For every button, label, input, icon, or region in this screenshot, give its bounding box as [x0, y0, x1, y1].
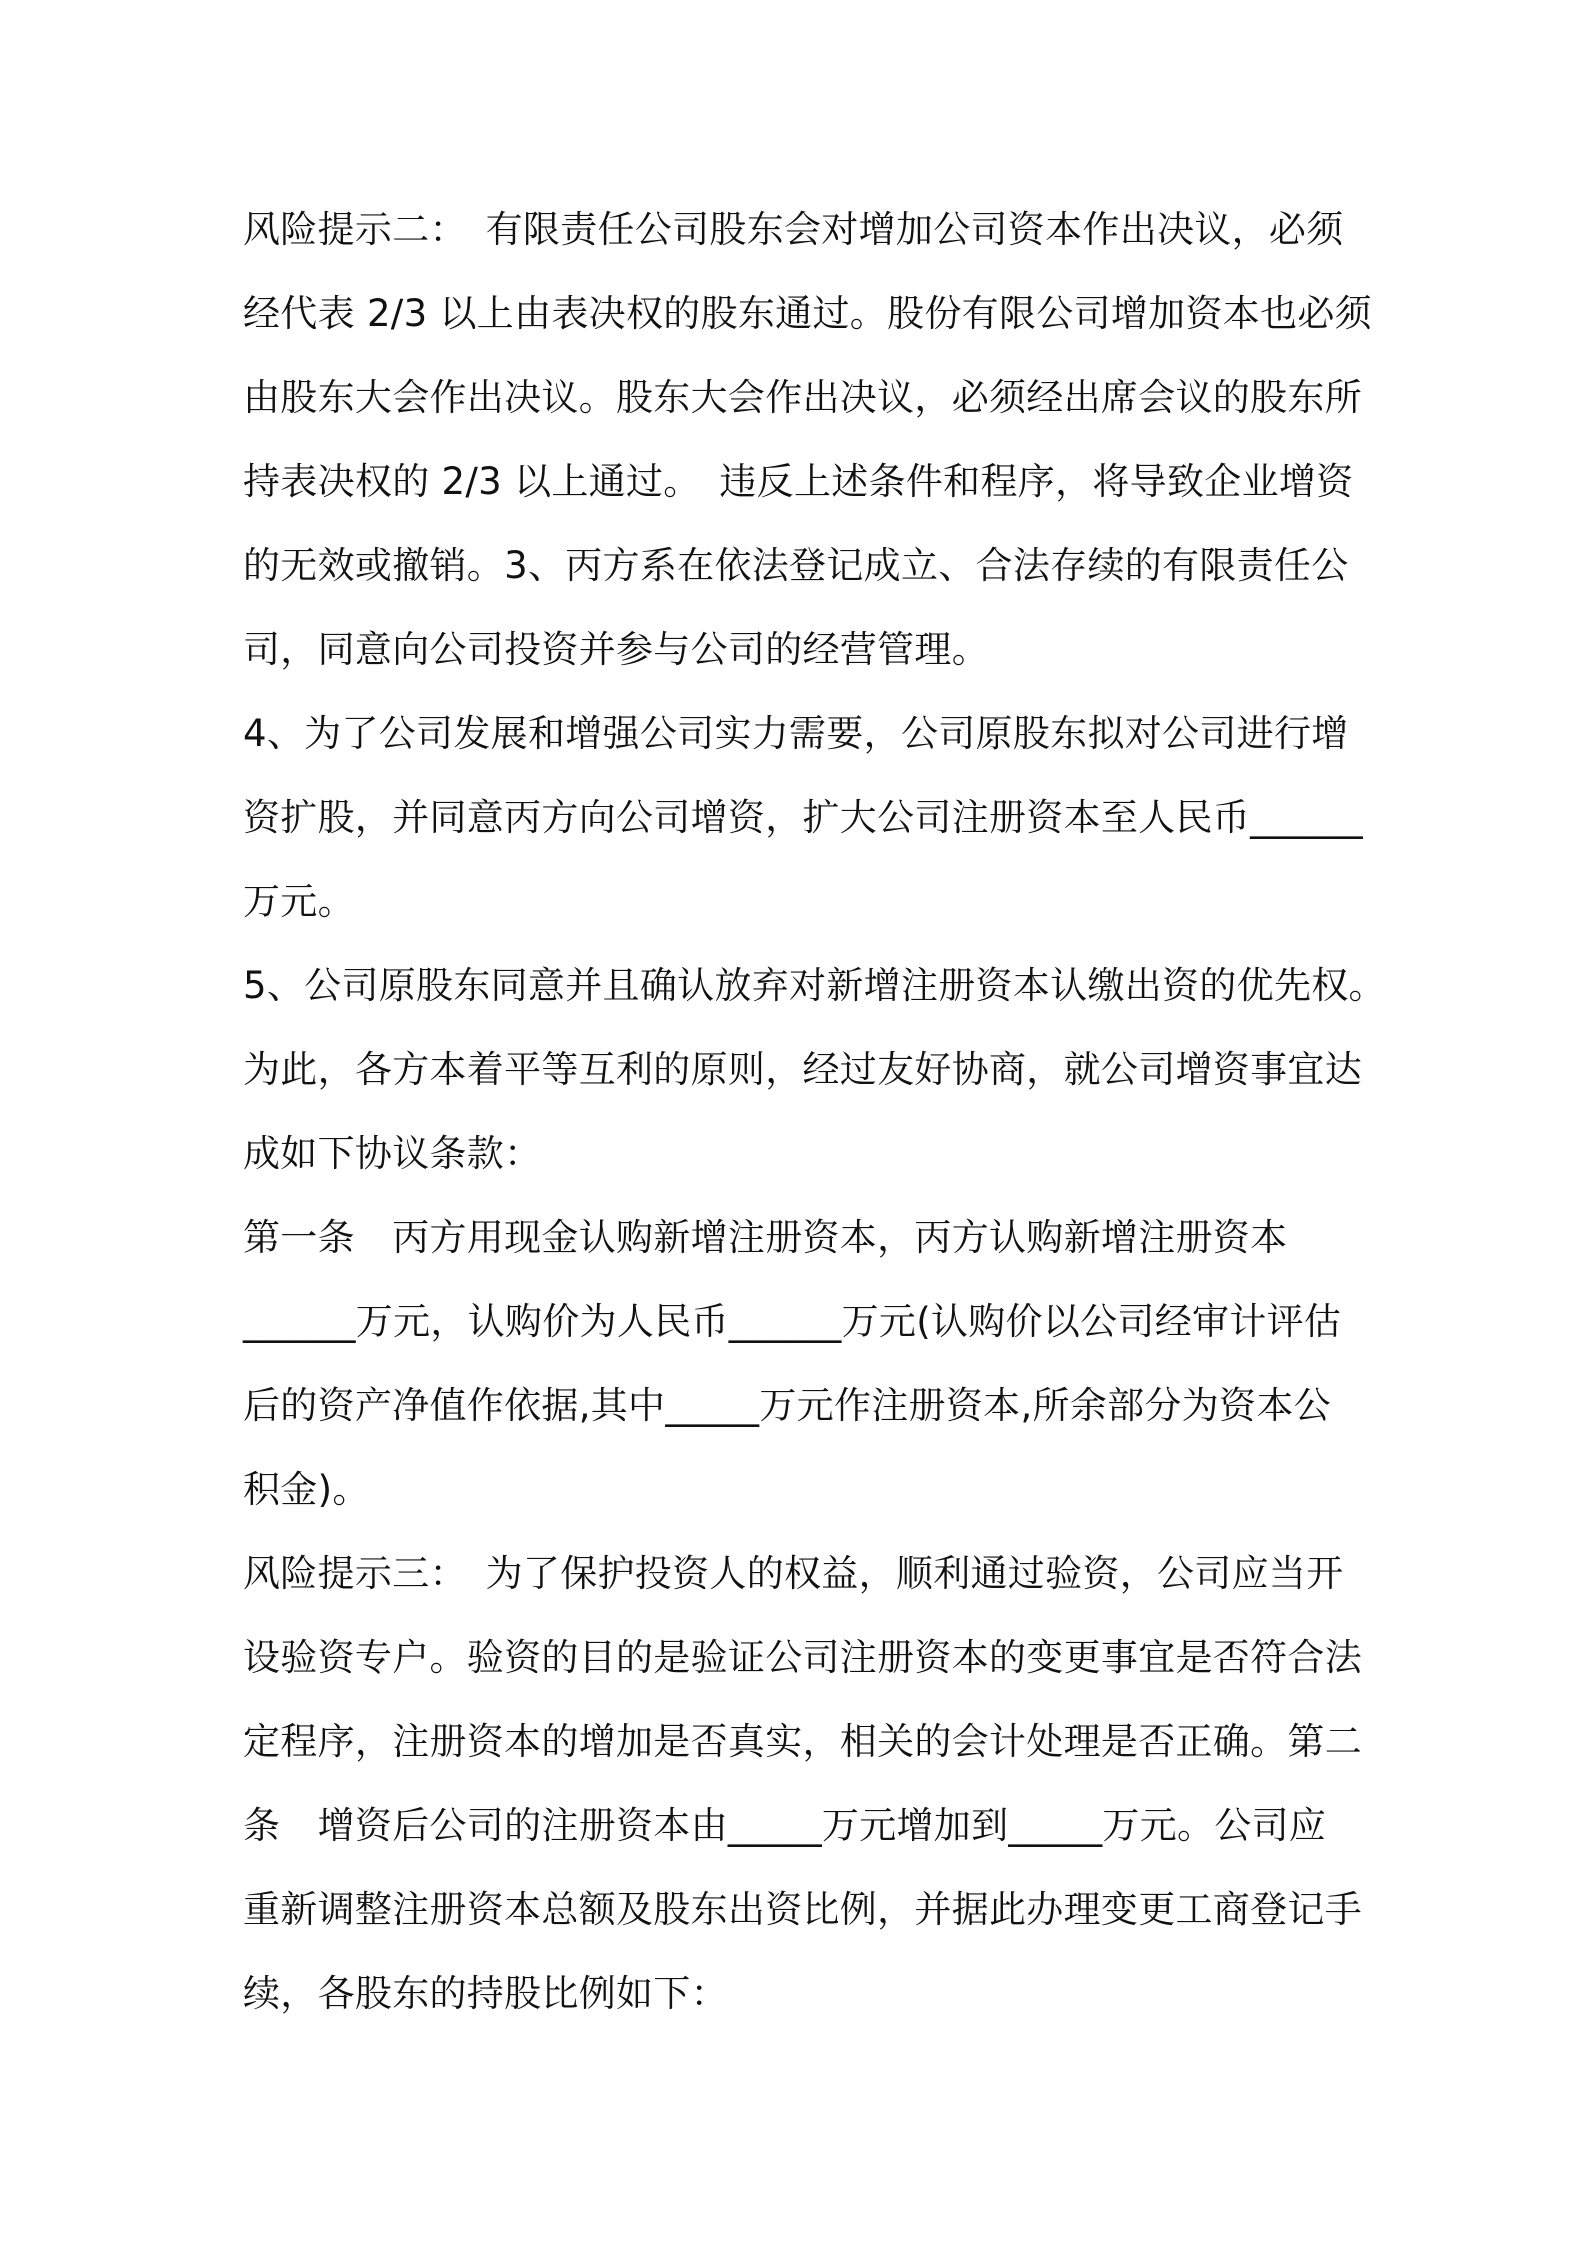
text-line: 持表决权的 2/3 以上通过。 违反上述条件和程序，将导致企业增资 [243, 460, 1354, 503]
text-line: 成如下协议条款： [243, 1132, 542, 1175]
text-line: 设验资专户。验资的目的是验证公司注册资本的变更事宜是否符合法 [243, 1636, 1362, 1679]
text-line: 积金)。 [243, 1468, 370, 1511]
text-line: 由股东大会作出决议。股东大会作出决议，必须经出席会议的股东所 [243, 376, 1362, 419]
text-line: 5、公司原股东同意并且确认放弃对新增注册资本认缴出资的优先权。 [243, 964, 1386, 1007]
text-line: 的无效或撤销。3、丙方系在依法登记成立、合法存续的有限责任公 [243, 544, 1349, 587]
text-line: 重新调整注册资本总额及股东出资比例，并据此办理变更工商登记手 [243, 1888, 1362, 1931]
text-line: 万元。 [243, 880, 355, 923]
document-body [243, 188, 1386, 2036]
text-line: 资扩股，并同意丙方向公司增资，扩大公司注册资本至人民币______ [243, 796, 1363, 839]
text-line: 后的资产净值作依据,其中_____万元作注册资本,所余部分为资本公 [243, 1384, 1331, 1427]
text-line: 为此，各方本着平等互利的原则，经过友好协商，就公司增资事宜达 [243, 1048, 1362, 1091]
text-line: 条 增资后公司的注册资本由_____万元增加到_____万元。公司应 [243, 1804, 1327, 1847]
text-line: 风险提示三： 为了保护投资人的权益，顺利通过验资，公司应当开 [243, 1552, 1344, 1595]
text-line: 第一条 丙方用现金认购新增注册资本，丙方认购新增注册资本 [243, 1216, 1288, 1259]
text-line: 风险提示二： 有限责任公司股东会对增加公司资本作出决议，必须 [243, 208, 1344, 251]
text-line: 司，同意向公司投资并参与公司的经营管理。 [243, 628, 989, 671]
text-line: 4、为了公司发展和增强公司实力需要，公司原股东拟对公司进行增 [243, 712, 1349, 755]
text-line: 定程序，注册资本的增加是否真实，相关的会计处理是否正确。第二 [243, 1720, 1362, 1763]
text-line: 经代表 2/3 以上由表决权的股东通过。股份有限公司增加资本也必须 [243, 292, 1372, 335]
text-line: ______万元，认购价为人民币______万元(认购价以公司经审计评估 [243, 1300, 1342, 1343]
text-line: 续，各股东的持股比例如下： [243, 1972, 728, 2015]
